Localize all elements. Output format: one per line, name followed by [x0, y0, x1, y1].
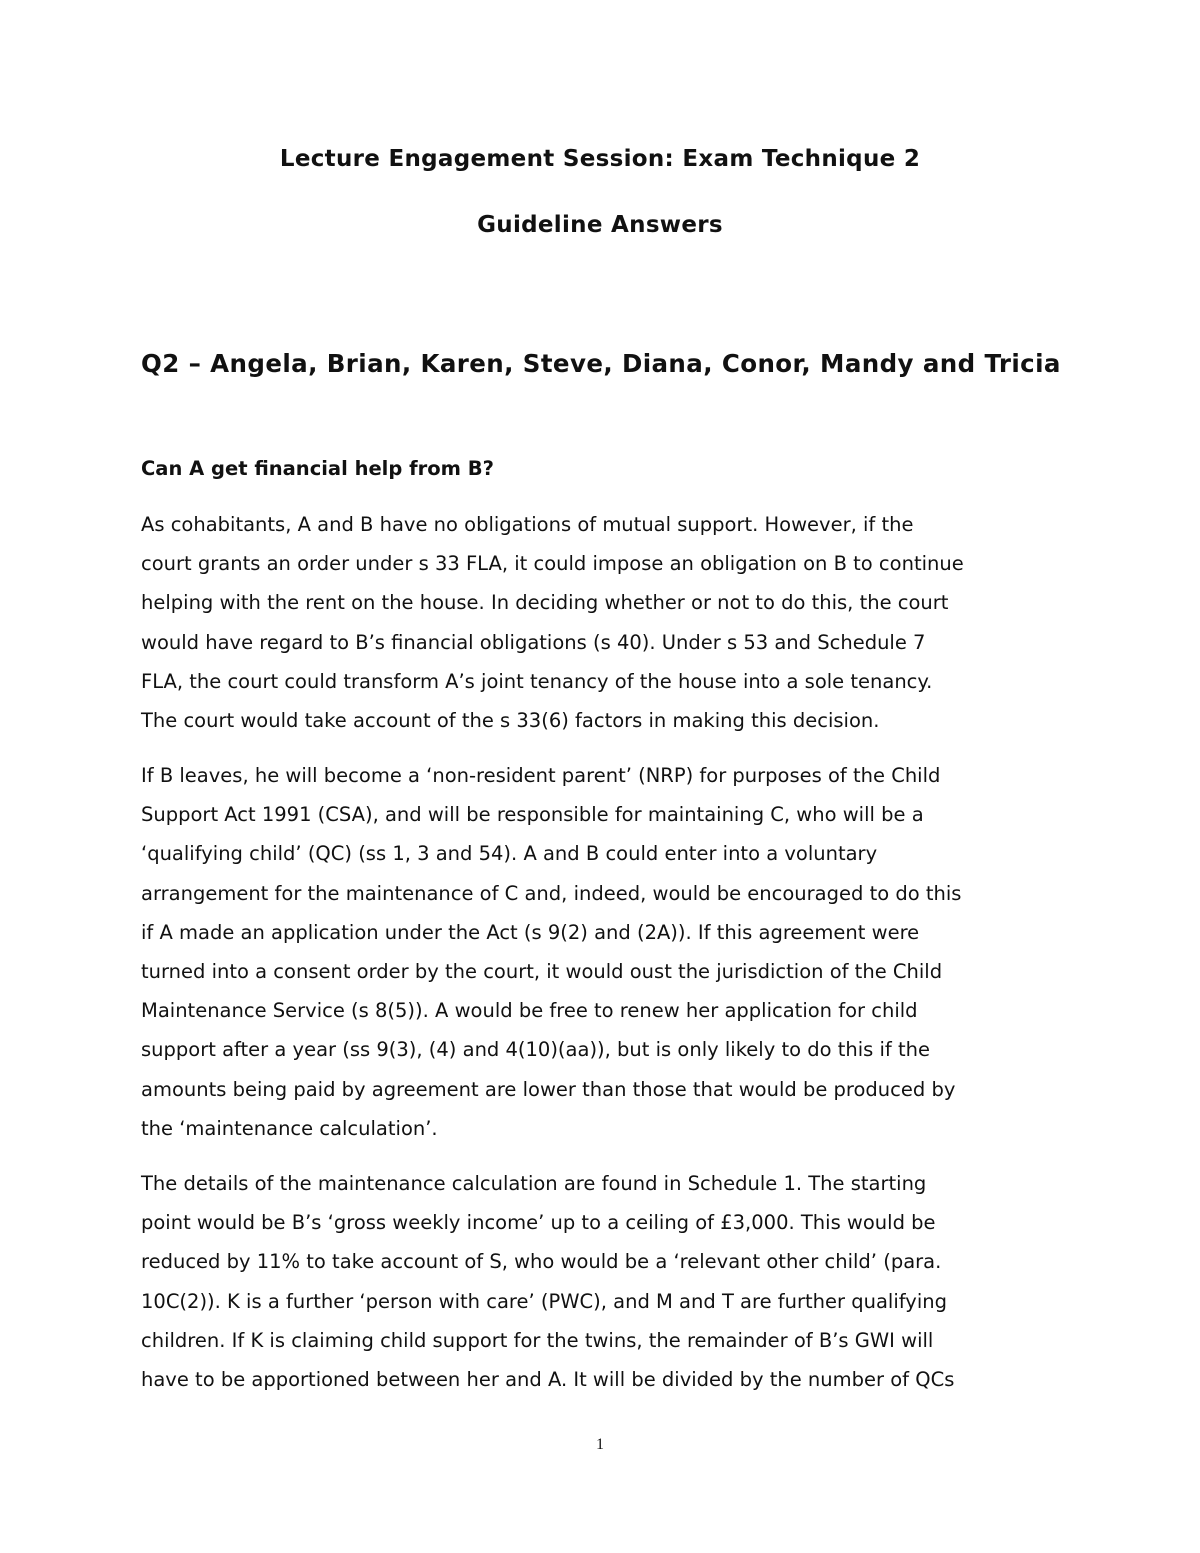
- paragraph-line: As cohabitants, A and B have no obligations of mutual support. However, if the: [141, 513, 914, 536]
- paragraph-3: [141, 1164, 1081, 1399]
- section-subheading: Can A get financial help from B?: [141, 457, 494, 480]
- document-subtitle: Guideline Answers: [477, 212, 723, 238]
- paragraph-line: Maintenance Service (s 8(5)). A would be free to renew her application for child: [141, 999, 918, 1023]
- paragraph-line: helping with the rent on the house. In deciding whether or not to do this, the court: [141, 591, 949, 615]
- paragraph-line: turned into a consent order by the court, it would oust the jurisdiction of the Child: [141, 960, 943, 984]
- paragraph-line: would have regard to B’s financial obligations (s 40). Under s 53 and Schedule 7: [141, 630, 926, 654]
- paragraph-line: The court would take account of the s 33(6) factors in making this decision.: [141, 709, 880, 733]
- page-number: 1: [596, 1436, 604, 1453]
- paragraph-1: [141, 505, 1081, 740]
- paragraph-line: the ‘maintenance calculation’.: [141, 1116, 438, 1140]
- paragraph-line: point would be B’s ‘gross weekly income’ up to a ceiling of £3,000. This would be: [141, 1211, 936, 1235]
- paragraph-line: The details of the maintenance calculation are found in Schedule 1. The starting: [141, 1172, 927, 1195]
- paragraph-line: FLA, the court could transform A’s joint tenancy of the house into a sole tenancy.: [141, 669, 933, 693]
- paragraph-line: support after a year (ss 9(3), (4) and 4(10)(aa)), but is only likely to do this if the: [141, 1038, 930, 1062]
- paragraph-line: 10C(2)). K is a further ‘person with care’ (PWC), and M and T are further qualifying: [141, 1289, 947, 1313]
- paragraph-line: if A made an application under the Act (s 9(2) and (2A)). If this agreement were: [141, 920, 920, 944]
- paragraph-line: amounts being paid by agreement are lower than those that would be produced by: [141, 1077, 956, 1101]
- paragraph-line: court grants an order under s 33 FLA, it could impose an obligation on B to continue: [141, 552, 964, 576]
- paragraph-line: arrangement for the maintenance of C and, indeed, would be encouraged to do this: [141, 881, 962, 905]
- paragraph-line: reduced by 11% to take account of S, who would be a ‘relevant other child’ (para.: [141, 1250, 942, 1274]
- document-title: Lecture Engagement Session: Exam Technique 2: [279, 146, 921, 172]
- paragraph-line: If B leaves, he will become a ‘non-resident parent’ (NRP) for purposes of the Child: [141, 764, 941, 787]
- paragraph-line: Support Act 1991 (CSA), and will be responsible for maintaining C, who will be a: [141, 803, 924, 827]
- paragraph-line: children. If K is claiming child support for the twins, the remainder of B’s GWI will: [141, 1328, 934, 1352]
- question-heading: Q2 – Angela, Brian, Karen, Steve, Diana, Conor, Mandy and Tricia: [141, 349, 1061, 378]
- paragraph-2: [141, 756, 1081, 1148]
- paragraph-line: ‘qualifying child’ (QC) (ss 1, 3 and 54). A and B could enter into a voluntary: [141, 842, 878, 866]
- paragraph-line: have to be apportioned between her and A. It will be divided by the number of QCs: [141, 1368, 955, 1392]
